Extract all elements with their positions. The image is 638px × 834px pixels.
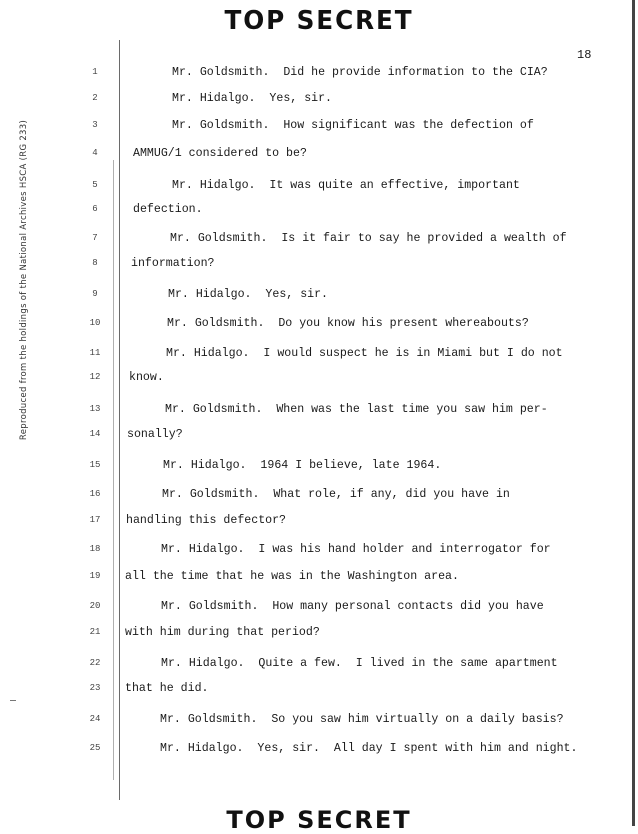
line-number: 15 — [89, 460, 101, 470]
line-number: 8 — [92, 258, 98, 268]
line-number: 4 — [92, 148, 98, 158]
transcript-line — [0, 458, 638, 474]
line-text: Mr. Goldsmith. Did he provide information to the CIA? — [172, 66, 548, 79]
line-text: Mr. Hidalgo. I would suspect he is in Miami but I do not — [166, 347, 563, 360]
line-text: Mr. Hidalgo. Quite a few. I lived in the same apartment — [161, 657, 558, 670]
line-number: 22 — [89, 658, 101, 668]
line-number: 19 — [89, 571, 101, 581]
line-text: Mr. Hidalgo. Yes, sir. — [172, 92, 333, 105]
transcript-line — [0, 712, 638, 728]
scan-speck — [10, 700, 16, 701]
line-number: 25 — [89, 743, 101, 753]
line-text: Mr. Hidalgo. 1964 I believe, late 1964. — [163, 459, 442, 472]
line-text: that he did. — [125, 682, 209, 695]
line-text: with him during that period? — [125, 626, 320, 639]
line-text: Mr. Goldsmith. How many personal contacts did you have — [161, 600, 544, 613]
line-number: 1 — [92, 67, 98, 77]
transcript-line — [0, 402, 638, 418]
transcript-line — [0, 370, 638, 386]
line-number: 14 — [89, 429, 101, 439]
transcript-line — [0, 346, 638, 362]
page-number: 18 — [577, 48, 592, 62]
transcript-line — [0, 256, 638, 272]
line-number: 11 — [89, 348, 101, 358]
transcript-line — [0, 91, 638, 107]
line-text: Mr. Goldsmith. So you saw him virtually on a daily basis? — [160, 713, 564, 726]
line-number: 12 — [89, 372, 101, 382]
line-text: all the time that he was in the Washington area. — [125, 570, 459, 583]
line-text: defection. — [133, 203, 203, 216]
line-text: Mr. Goldsmith. What role, if any, did you have in — [162, 488, 510, 501]
transcript-line — [0, 656, 638, 672]
transcript-line — [0, 427, 638, 443]
line-number: 21 — [89, 627, 101, 637]
line-text: Mr. Goldsmith. Is it fair to say he provided a wealth of — [170, 232, 567, 245]
top-secret-stamp-footer: TOP SECRET — [226, 806, 412, 834]
line-number: 10 — [89, 318, 101, 328]
transcript-line — [0, 681, 638, 697]
line-number: 24 — [89, 714, 101, 724]
line-number: 9 — [92, 289, 98, 299]
line-text: handling this defector? — [126, 514, 287, 527]
line-text: know. — [129, 371, 164, 384]
transcript-line — [0, 118, 638, 134]
top-secret-stamp-header: TOP SECRET — [224, 6, 414, 36]
line-number: 17 — [89, 515, 101, 525]
line-text: Mr. Goldsmith. Do you know his present whereabouts? — [167, 317, 529, 330]
transcript-line — [0, 487, 638, 503]
line-text: Mr. Hidalgo. Yes, sir. All day I spent with him and night. — [160, 742, 578, 755]
transcript-line — [0, 202, 638, 218]
line-number: 5 — [92, 180, 98, 190]
transcript-line — [0, 178, 638, 194]
line-number: 6 — [92, 204, 98, 214]
line-number: 13 — [89, 404, 101, 414]
transcript-line — [0, 287, 638, 303]
line-text: Mr. Goldsmith. How significant was the defection of — [172, 119, 534, 132]
line-number: 23 — [89, 683, 101, 693]
line-number: 20 — [89, 601, 101, 611]
line-number: 18 — [89, 544, 101, 554]
transcript-line — [0, 625, 638, 641]
line-text: Mr. Hidalgo. Yes, sir. — [168, 288, 329, 301]
transcript-line — [0, 569, 638, 585]
line-text: sonally? — [127, 428, 183, 441]
transcript-line — [0, 65, 638, 81]
transcript-line — [0, 741, 638, 757]
transcript-line — [0, 146, 638, 162]
archive-reproduction-note: Reproduced from the holdings of the National Archives HSCA (RG 233) — [19, 119, 29, 441]
line-number: 2 — [92, 93, 98, 103]
line-number: 16 — [89, 489, 101, 499]
line-text: Mr. Hidalgo. It was quite an effective, important — [172, 179, 520, 192]
transcript-line — [0, 513, 638, 529]
line-text: information? — [131, 257, 215, 270]
line-text: Mr. Goldsmith. When was the last time you saw him per- — [165, 403, 548, 416]
transcript-line — [0, 599, 638, 615]
line-text: AMMUG/1 considered to be? — [133, 147, 307, 160]
transcript-line — [0, 231, 638, 247]
line-text: Mr. Hidalgo. I was his hand holder and interrogator for — [161, 543, 551, 556]
line-number: 3 — [92, 120, 98, 130]
transcript-line — [0, 542, 638, 558]
transcript-line — [0, 316, 638, 332]
line-number: 7 — [92, 233, 98, 243]
